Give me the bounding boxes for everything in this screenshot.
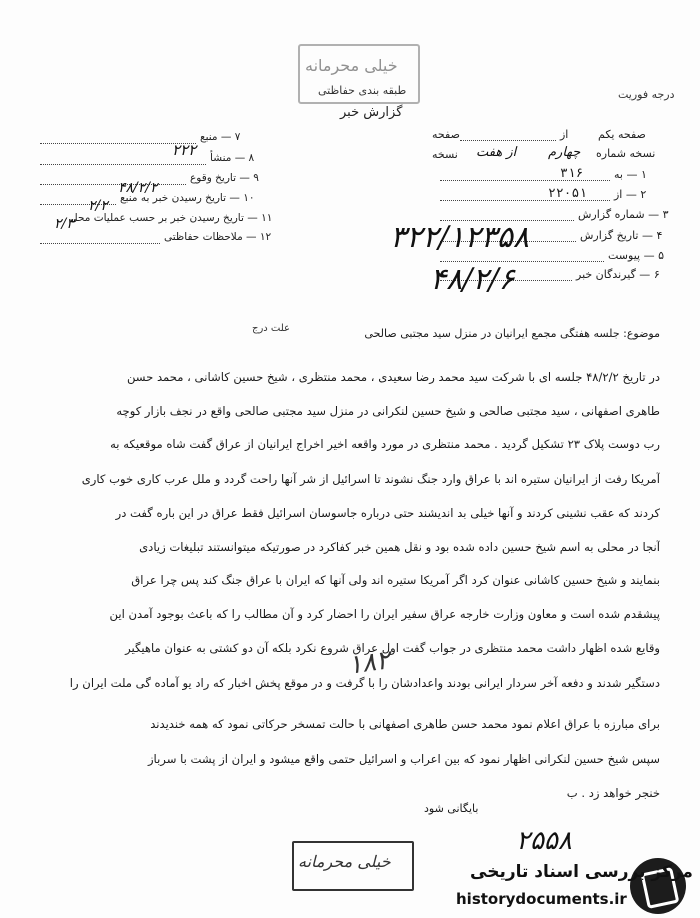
body-line: رب دوست پلاک ۲۳ تشکیل گردید . محمد منتظری در مورد واقعه اخیر اخراج ایرانیان از عراق گفت شاه موقعیکه به [110, 437, 660, 451]
meta-item-label: ۵ — پیوست [608, 249, 664, 262]
meta-item-label: ۱۲ — ملاحظات حفاظتی [164, 231, 272, 243]
leader-line [440, 200, 610, 201]
closing-note: بایگانی شود [424, 802, 479, 815]
meta-item-value: ۲/۳ [54, 216, 74, 232]
page-label: صفحه یکم [598, 128, 646, 141]
body-line: کردند که عقب نشینی کردند و آنها خیلی بد اندیشند حتی درباره جاسوسان اسرائیل فقط عراق در این باره گفت در [115, 506, 660, 520]
meta-item-label: ۴ — تاریخ گزارش [580, 229, 663, 242]
meta-item-value: ۲/۲ [88, 198, 108, 214]
subject-margin-note: علت درج [252, 323, 291, 334]
body-line: آمریکا رفت از ایرانیان ستیره اند با عراق وارد جنگ نشوند تا اسرائیل از شر آنها راحت گردد و ملل عرب کاری خوب کاری [81, 472, 660, 486]
urgency-label: درجه فوریت [618, 88, 675, 101]
body-line: در تاریخ ۴۸/۲/۲ جلسه ای با شرکت سید محمد رضا سعیدی ، محمد منتظری ، شیخ حسین کاشانی ، محمد حسن [126, 370, 660, 384]
subject-line: موضوع: جلسه هفتگی مجمع ایرانیان در منزل سید مجتبی صالحی [364, 327, 660, 340]
meta-item-label: ۱ — به [614, 168, 647, 181]
classification-label: طبقه بندی حفاظتی [318, 84, 407, 97]
page-from: از [560, 128, 569, 141]
body-line: آنجا در محلی به اسم شیخ حسین داده شده بود و نقل همین خبر کفاکرد در صورتیکه میتوانستند تبلیغات زیادی [139, 540, 660, 554]
handwritten-file-number: ۳۲۲/۱۲۳۵۸ [390, 220, 530, 255]
body-line: بنمایند و شیخ حسین کاشانی عنوان کرد اگر آمریکا ستیره اند ولی آنها که ایران با عراق جنگ کند پس چرا عراق [131, 573, 660, 587]
meta-item-label: ۱۰ — تاریخ رسیدن خبر به منبع [120, 192, 255, 204]
body-line: طاهری اصفهانی ، سید مجتبی صالحی و شیخ حسین لنکرانی در منزل سید مجتبی صالحی واقع در نجف بازار کوچه [116, 404, 660, 418]
leader-line [460, 140, 556, 141]
report-title: گزارش خبر [340, 105, 403, 120]
meta-item-label: ۹ — تاریخ وقوع [190, 172, 259, 184]
leader-line [40, 184, 186, 185]
watermark-url[interactable]: historydocuments.ir [456, 890, 627, 908]
leader-line [40, 243, 160, 244]
copy-of: از هفت [476, 145, 517, 160]
meta-item-label: ۳ — شماره گزارش [578, 208, 669, 221]
margin-note: ۱۸۲ [346, 645, 392, 681]
body-line: پیشقدم شده است و معاون وزارت خارجه عراق سفیر ایران را احضار کرد و آن مطالب را که باعث بوجود آمدن این [109, 607, 660, 621]
meta-item-value: ۲۲۲ [172, 141, 197, 159]
leader-line [40, 164, 206, 165]
meta-item-value: ۲۲۰۵۱ [548, 186, 588, 201]
meta-item-value: ۳۱۶ [560, 166, 584, 181]
meta-item-value: ۴۸/۲/۲ [118, 180, 158, 196]
body-line: خنجر خواهد زد . ب [566, 786, 660, 800]
body-line: سپس شیخ حسین لنکرانی اظهار نمود که بین اعراب و اسرائیل حتمی واقع میشود و ایران از پشت با سرباز [147, 752, 660, 766]
handwritten-file-date: ۴۸/۲/۶ [430, 262, 515, 297]
watermark-title: مرکز بررسی اسناد تاریخی [470, 862, 693, 882]
body-line: وقایع شده اظهار داشت محمد منتظری در جواب گفت اول عراق شروع نکرد بلکه آن دو کشتی به عنوان ماهیگیر [125, 641, 660, 655]
copy-label: نسخه شماره [596, 147, 656, 160]
leader-line [440, 180, 610, 181]
body-line: برای مبارزه با عراق اعلام نمود محمد حسن طاهری اصفهانی با حالت تمسخر حرکاتی نمود که همه خندیدند [150, 717, 660, 731]
meta-item-label: ۲ — از [614, 188, 647, 201]
copy-unit: نسخه [432, 148, 458, 161]
meta-item-label: ۱۱ — تاریخ رسیدن خبر بر حسب عملیات محل [70, 212, 273, 224]
meta-item-label: ۷ — منبع [200, 131, 241, 143]
handwritten-bottom-number: ۲۵۵۸ [516, 826, 572, 856]
meta-item-label: ۶ — گیرندگان خبر [576, 268, 660, 281]
meta-item-label: ۸ — منشأ [210, 152, 255, 164]
stamp-text: خیلی محرمانه [305, 56, 398, 75]
page-unit: صفحه [432, 128, 460, 141]
copy-value: چهارم [548, 145, 581, 160]
body-line: دستگیر شدند و دفعه آخر سردار ایرانی بودند واعدادشان را با گرفت و در موقع پخش اخبار که راد یو آماده گی ملت ایران را [69, 676, 660, 690]
signature-text: خیلی محرمانه [298, 852, 391, 871]
